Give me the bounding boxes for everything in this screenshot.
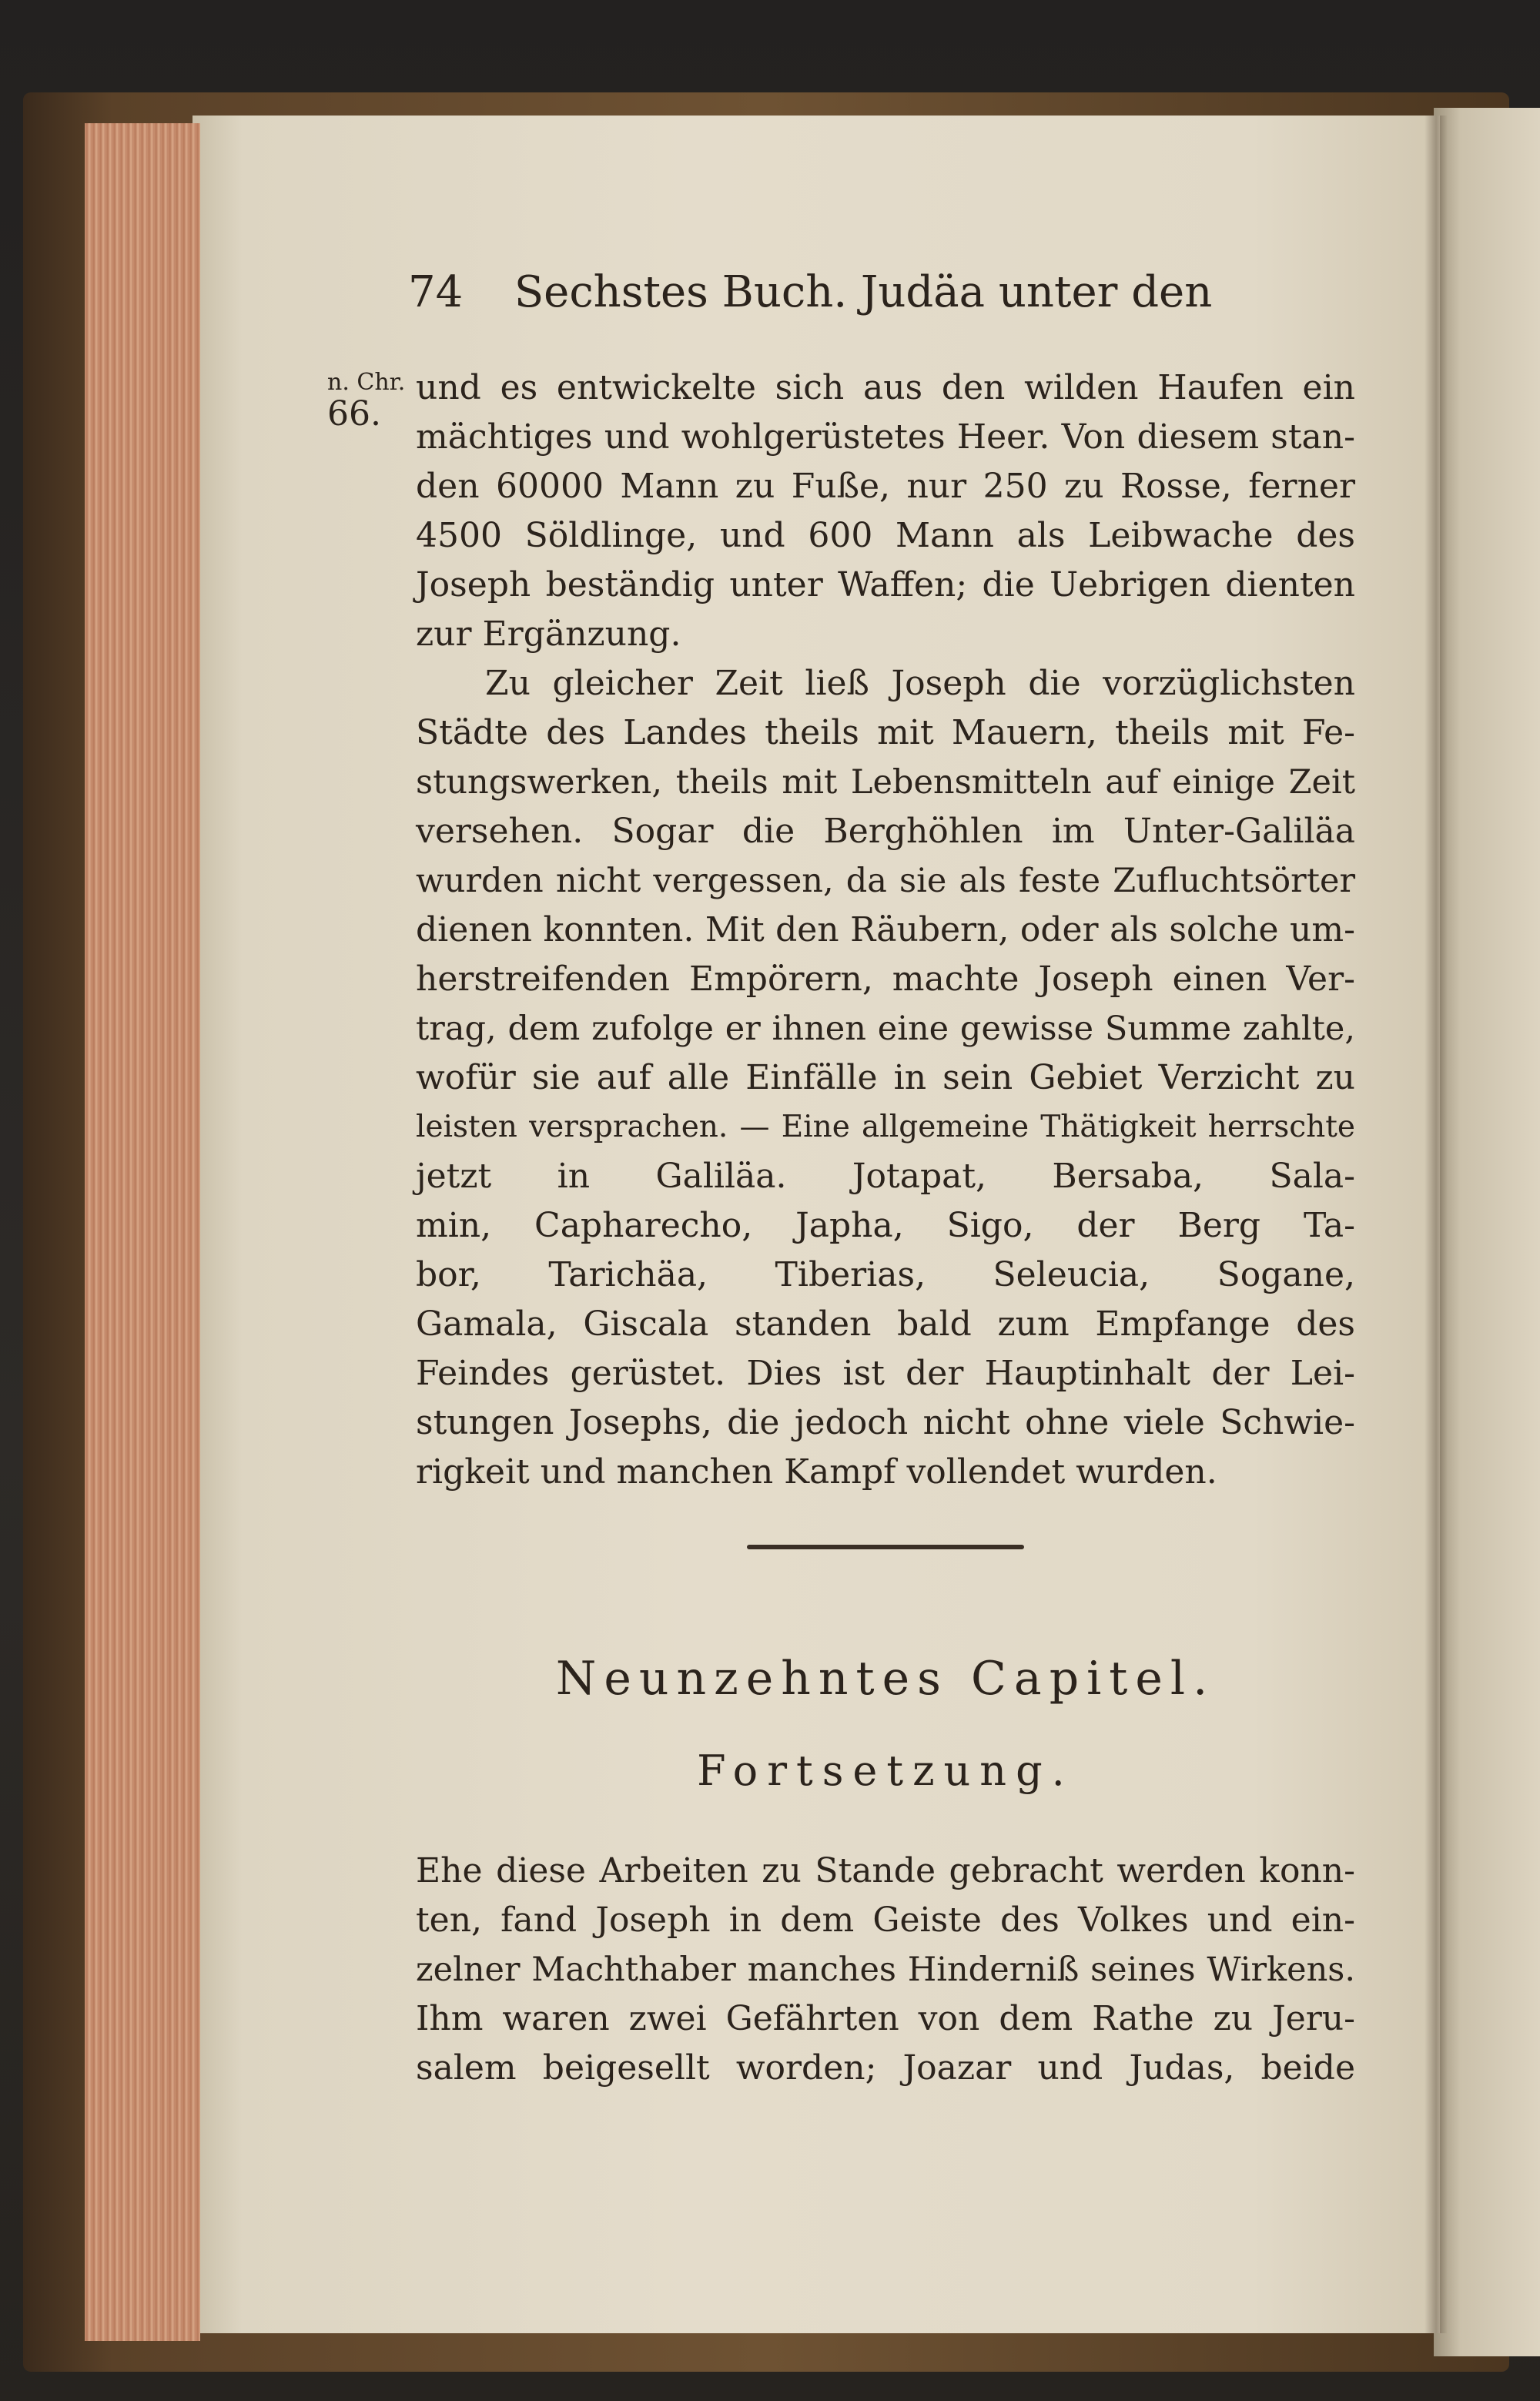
section-divider xyxy=(747,1545,1024,1549)
text-line: Zu gleicher Zeit ließ Joseph die vorzüglichsten xyxy=(485,664,1355,703)
next-page-edge xyxy=(1434,108,1540,2356)
text-line: Joseph beständig unter Waffen; die Uebrigen dienten xyxy=(416,565,1355,604)
text-line: dienen konnten. Mit den Räubern, oder als solche um- xyxy=(416,910,1355,949)
margin-note xyxy=(327,370,412,433)
text-line: Städte des Landes theils mit Mauern, theils mit Fe- xyxy=(416,713,1355,752)
text-line: Feindes gerüstet. Dies ist der Hauptinhalt der Lei- xyxy=(416,1354,1355,1393)
text-line: versehen. Sogar die Berghöhlen im Unter-Galiläa xyxy=(416,812,1355,851)
text-line: salem beigesellt worden; Joazar und Judas, beide xyxy=(416,2048,1355,2088)
text-line: min, Capharecho, Japha, Sigo, der Berg Ta- xyxy=(416,1206,1355,1245)
paragraph-1 xyxy=(416,363,1355,659)
text-line: herstreifenden Empörern, machte Joseph einen Ver- xyxy=(416,959,1355,999)
text-line: wofür sie auf alle Einfälle in sein Gebiet Verzicht zu xyxy=(416,1058,1355,1097)
page-edges xyxy=(85,123,200,2341)
text-line: jetzt in Galiläa. Jotapat, Bersaba, Sala- xyxy=(416,1157,1355,1196)
text-line: und es entwickelte sich aus den wilden Haufen ein xyxy=(416,368,1355,407)
margin-note-year: 66. xyxy=(327,394,381,434)
paragraph-2 xyxy=(416,659,1355,1497)
page-header xyxy=(408,262,1278,323)
text-line: rigkeit und manchen Kampf vollendet wurden. xyxy=(416,1452,1217,1492)
text-line: Ehe diese Arbeiten zu Stande gebracht werden konn- xyxy=(416,1851,1355,1890)
running-head: Sechstes Buch. Judäa unter den xyxy=(514,267,1213,317)
text-line: trag, dem zufolge er ihnen eine gewisse Summe zahlte, xyxy=(416,1010,1355,1048)
page-number: 74 xyxy=(408,267,464,317)
page-gutter-shadow xyxy=(1424,116,1448,2333)
text-line: bor, Tarichäa, Tiberias, Seleucia, Sogane, xyxy=(416,1255,1355,1294)
text-line: stungswerken, theils mit Lebensmitteln auf einige Zeit xyxy=(416,763,1355,802)
text-line: mächtiges und wohlgerüstetes Heer. Von diesem stan- xyxy=(416,417,1355,457)
text-line: zelner Machthaber manches Hinderniß seines Wirkens. xyxy=(416,1951,1355,1989)
chapter-subtitle: Fortsetzung. xyxy=(697,1746,1074,1795)
text-line: leisten versprachen. — Eine allgemeine Thätigkeit herrschte xyxy=(416,1110,1355,1144)
text-line: den 60000 Mann zu Fuße, nur 250 zu Rosse, ferner xyxy=(416,467,1355,506)
text-line: zur Ergänzung. xyxy=(416,614,681,654)
text-line: wurden nicht vergessen, da sie als feste Zufluchtsörter xyxy=(416,862,1355,900)
text-line: stungen Josephs, die jedoch nicht ohne viele Schwie- xyxy=(416,1403,1355,1442)
text-line: Gamala, Giscala standen bald zum Empfange des xyxy=(416,1304,1355,1344)
text-line: Ihm waren zwei Gefährten von dem Rathe zu Jeru- xyxy=(416,1999,1355,2038)
text-line: ten, fand Joseph in dem Geiste des Volkes und ein- xyxy=(416,1900,1355,1940)
text-line: 4500 Söldlinge, und 600 Mann als Leibwache des xyxy=(416,516,1355,555)
chapter-title: Neunzehntes Capitel. xyxy=(555,1652,1216,1706)
paragraph-3 xyxy=(416,1847,1355,2093)
margin-note-label: n. Chr. xyxy=(327,369,406,396)
